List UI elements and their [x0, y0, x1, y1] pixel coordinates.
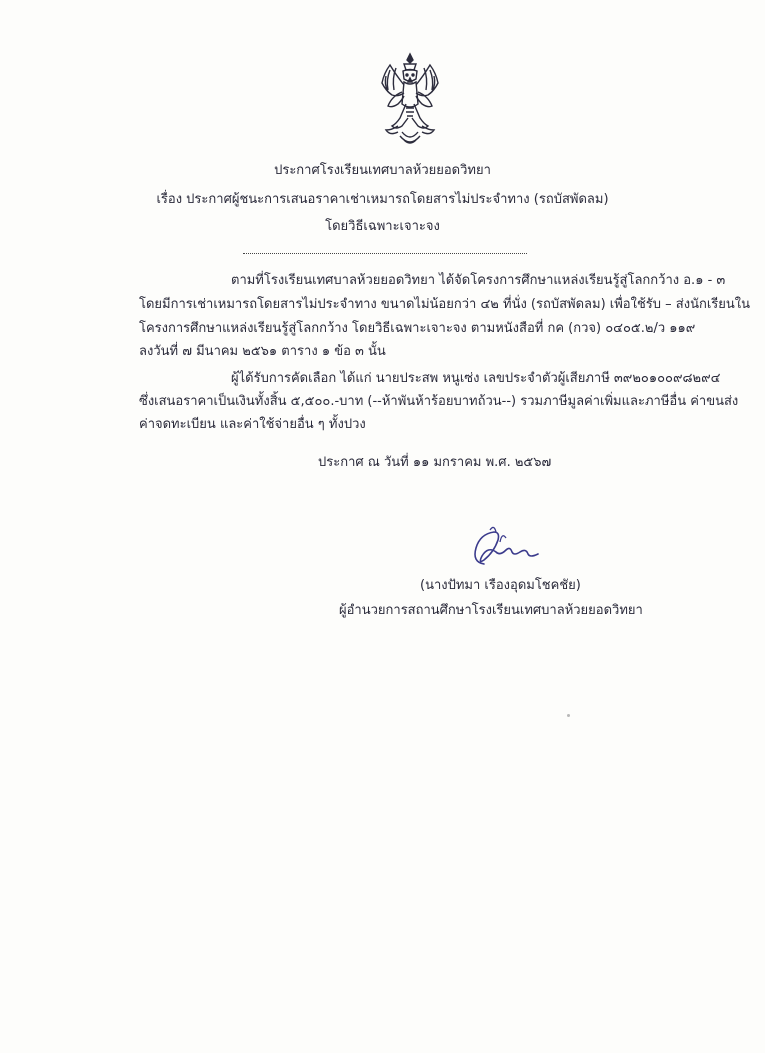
paragraph-2-line-1: ผู้ได้รับการคัดเลือก ได้แก่ นายประสพ หนูเซ่ง เลขประจำตัวผู้เสียภาษี ๓๙๒๐๑๐๐๙๘๒๙๔	[231, 371, 721, 386]
garuda-emblem-icon	[376, 52, 444, 148]
paragraph-1-line-1: ตามที่โรงเรียนเทศบาลห้วยยอดวิทยา ได้จัดโครงการศึกษาแหล่งเรียนรู้สู่โลกกว้าง อ.๑ - ๓	[231, 273, 726, 288]
paper-speck	[567, 714, 570, 717]
announcement-date: ประกาศ ณ วันที่ ๑๑ มกราคม พ.ศ. ๒๕๖๗	[318, 455, 552, 470]
signer-name: (นางปัทมา เรืองอุดมโชคชัย)	[420, 578, 581, 593]
signer-position: ผู้อำนวยการสถานศึกษาโรงเรียนเทศบาลห้วยยอดวิทยา	[339, 603, 643, 618]
paragraph-2-line-3: ค่าจดทะเบียน และค่าใช้จ่ายอื่น ๆ ทั้งปวง	[139, 417, 366, 432]
announcement-method: โดยวิธีเฉพาะเจาะจง	[325, 219, 440, 234]
paragraph-1-line-2: โดยมีการเช่าเหมารถโดยสารไม่ประจำทาง ขนาดไม่น้อยกว่า ๔๒ ที่นั่ง (รถบัสพัดลม) เพื่อใช้รับ – ส่งนักเรียนใน	[139, 297, 750, 312]
paragraph-2-line-2: ซึ่งเสนอราคาเป็นเงินทั้งสิ้น ๕,๕๐๐.-บาท (--ห้าพันห้าร้อยบาทถ้วน--) รวมภาษีมูลค่าเพิ่มและภาษีอื่น ค่าขนส่ง	[139, 394, 739, 409]
announcement-subject: เรื่อง ประกาศผู้ชนะการเสนอราคาเช่าเหมารถโดยสารไม่ประจำทาง (รถบัสพัดลม)	[156, 192, 609, 207]
divider-dotted	[243, 253, 527, 254]
paragraph-1-line-4: ลงวันที่ ๗ มีนาคม ๒๕๖๑ ตาราง ๑ ข้อ ๓ นั้น	[139, 344, 386, 359]
announcement-title: ประกาศโรงเรียนเทศบาลห้วยยอดวิทยา	[274, 163, 491, 178]
signature-image	[456, 524, 546, 574]
paragraph-1-line-3: โครงการศึกษาแหล่งเรียนรู้สู่โลกกว้าง โดยวิธีเฉพาะเจาะจง ตามหนังสือที่ กค (กวจ) ๐๔๐๕.๒/ว ๑๑๙	[139, 321, 696, 336]
